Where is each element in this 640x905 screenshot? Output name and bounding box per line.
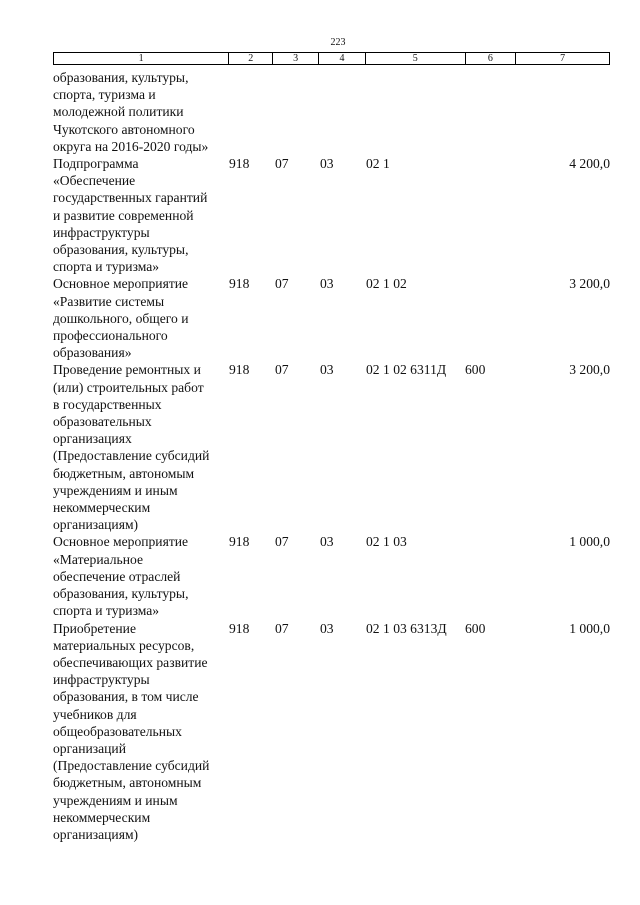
table-body — [53, 69, 633, 843]
page-number: 223 — [330, 37, 346, 48]
row-section: 07 — [275, 534, 289, 550]
table-row — [53, 620, 633, 844]
row-target-article: 02 1 02 — [366, 276, 407, 292]
header-col-1: 1 — [54, 53, 229, 64]
row-name: Приобретение материальных ресурсов, обеспечивающих развитие инфраструктуры образования, в том числе учебников для общеобразовательных организаций (Предоставление субсидий бюджетным, автономным учреждениям и иным некоммерческим организациям) — [53, 620, 210, 842]
table-row — [53, 155, 633, 275]
row-target-article: 02 1 03 6313Д — [366, 620, 447, 636]
row-subsection: 03 — [320, 620, 334, 636]
row-section: 07 — [275, 276, 289, 292]
row-grbs: 918 — [229, 620, 250, 636]
row-name: Основное мероприятие «Развитие системы дошкольного, общего и профессионального образования» — [53, 276, 189, 361]
row-name: Проведение ремонтных и (или) строительных работ в государственных образовательных организациях (Предоставление субсидий бюджетным, автономым учреждениям и иным некоммерческим организациям) — [53, 362, 210, 533]
row-subsection: 03 — [320, 156, 334, 172]
row-name: Основное мероприятие «Материальное обеспечение отраслей образования, культуры, спорта и туризма» — [53, 534, 189, 619]
row-subsection: 03 — [320, 276, 334, 292]
row-amount: 1 000,0 — [569, 534, 610, 550]
row-grbs: 918 — [229, 156, 250, 172]
table-row — [53, 533, 633, 619]
table-row — [53, 361, 633, 533]
row-name: образования, культуры, спорта, туризма и молодежной политики Чукотского автономного округа на 2016-2020 годы» — [53, 70, 209, 154]
row-grbs: 918 — [229, 534, 250, 550]
row-target-article: 02 1 02 6311Д — [366, 362, 447, 378]
header-col-4: 4 — [319, 53, 366, 64]
row-section: 07 — [275, 620, 289, 636]
row-amount: 3 200,0 — [569, 362, 610, 378]
header-col-3: 3 — [273, 53, 319, 64]
header-col-7: 7 — [560, 53, 566, 64]
row-section: 07 — [275, 156, 289, 172]
row-name: Подпрограмма «Обеспечение государственных гарантий и развитие современной инфраструктуры образования, культуры, спорта и туризма» — [53, 156, 208, 275]
header-col-5: 5 — [366, 53, 466, 64]
row-subsection: 03 — [320, 362, 334, 378]
row-section: 07 — [275, 362, 289, 378]
row-target-article: 02 1 03 — [366, 534, 407, 550]
table-header — [53, 52, 610, 65]
row-amount: 4 200,0 — [569, 156, 610, 172]
header-col-2: 2 — [229, 53, 273, 64]
row-expense-type: 600 — [465, 620, 486, 636]
row-amount: 3 200,0 — [569, 276, 610, 292]
table-row — [53, 275, 633, 361]
table-row — [53, 69, 633, 155]
row-grbs: 918 — [229, 276, 250, 292]
row-amount: 1 000,0 — [569, 620, 610, 636]
row-expense-type: 600 — [465, 362, 486, 378]
header-col-6: 6 — [466, 53, 517, 64]
row-grbs: 918 — [229, 362, 250, 378]
row-subsection: 03 — [320, 534, 334, 550]
row-target-article: 02 1 — [366, 156, 390, 172]
